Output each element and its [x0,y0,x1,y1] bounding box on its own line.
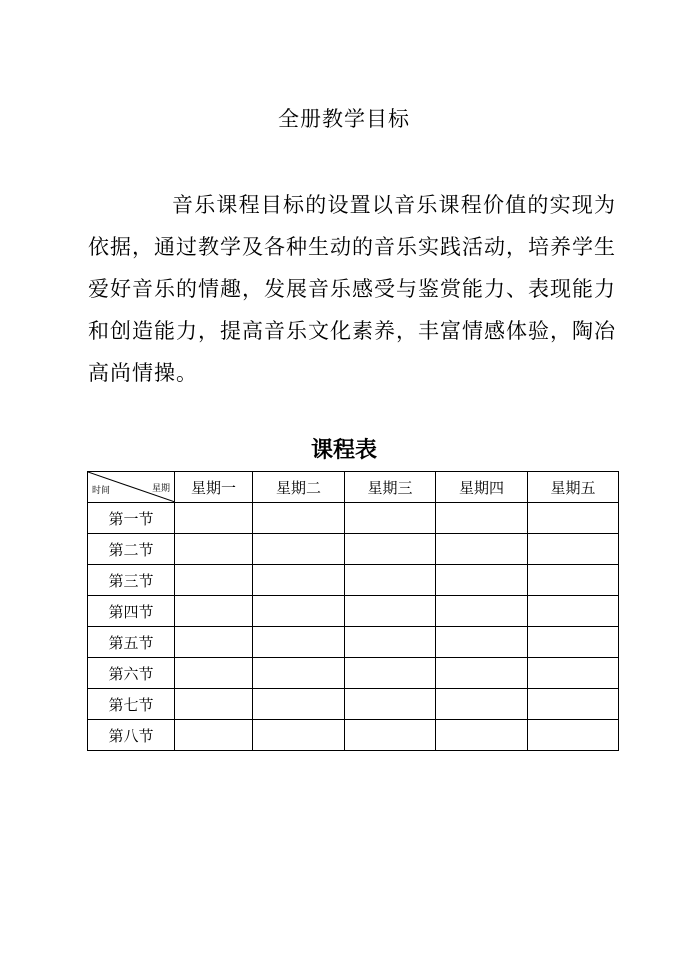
day-header: 星期一 [175,472,253,503]
schedule-cell [253,720,345,751]
schedule-cell [528,565,619,596]
schedule-cell [175,565,253,596]
schedule-cell [436,689,528,720]
schedule-cell [345,627,436,658]
table-row [88,503,619,534]
schedule-cell [175,658,253,689]
table-row [88,565,619,596]
schedule-cell [528,658,619,689]
period-label: 第七节 [88,689,175,720]
schedule-cell [345,720,436,751]
schedule-cell [175,503,253,534]
period-label: 第二节 [88,534,175,565]
table-row [88,596,619,627]
schedule-cell [253,689,345,720]
day-header: 星期四 [436,472,528,503]
schedule-cell [528,720,619,751]
schedule-cell [175,596,253,627]
schedule-cell [436,596,528,627]
header-row [88,472,619,503]
schedule-cell [436,503,528,534]
schedule-cell [345,596,436,627]
schedule-cell [345,503,436,534]
schedule-cell [436,565,528,596]
schedule-cell [253,565,345,596]
schedule-cell [253,658,345,689]
schedule-cell [253,596,345,627]
schedule-cell [175,534,253,565]
schedule-cell [436,720,528,751]
schedule-cell [345,689,436,720]
period-label: 第一节 [88,503,175,534]
schedule-cell [253,534,345,565]
corner-time-label: 时间 [92,486,111,496]
schedule-cell [345,565,436,596]
schedule-cell [175,627,253,658]
schedule-cell [253,627,345,658]
schedule-cell [436,658,528,689]
schedule-cell [528,596,619,627]
schedule-cell [345,534,436,565]
period-label: 第五节 [88,627,175,658]
corner-day-label: 星期 [151,484,170,494]
schedule-cell [528,627,619,658]
table-row [88,627,619,658]
day-header: 星期二 [253,472,345,503]
day-header: 星期三 [345,472,436,503]
period-label: 第四节 [88,596,175,627]
table-row [88,534,619,565]
corner-cell [88,472,175,503]
period-label: 第三节 [88,565,175,596]
table-row [88,658,619,689]
schedule-cell [436,627,528,658]
schedule-cell [345,658,436,689]
schedule-cell [175,689,253,720]
page-title: 全册教学目标 [278,107,410,131]
schedule-cell [253,503,345,534]
period-label: 第八节 [88,720,175,751]
schedule-cell [528,689,619,720]
schedule-cell [528,534,619,565]
table-row [88,720,619,751]
schedule-cell [436,534,528,565]
schedule-title: 课程表 [310,438,377,463]
schedule-table [87,471,619,751]
table-row [88,689,619,720]
period-label: 第六节 [88,658,175,689]
objective-paragraph: 音乐课程目标的设置以音乐课程价值的实现为依据，通过教学及各种生动的音乐实践活动，培养学生爱好音乐的情趣，发展音乐感受与鉴赏能力、表现能力和创造能力，提高音乐文化素养，丰富情感体验，陶冶高尚情操。 [88,193,616,385]
day-header: 星期五 [528,472,619,503]
schedule-cell [528,503,619,534]
schedule-cell [175,720,253,751]
